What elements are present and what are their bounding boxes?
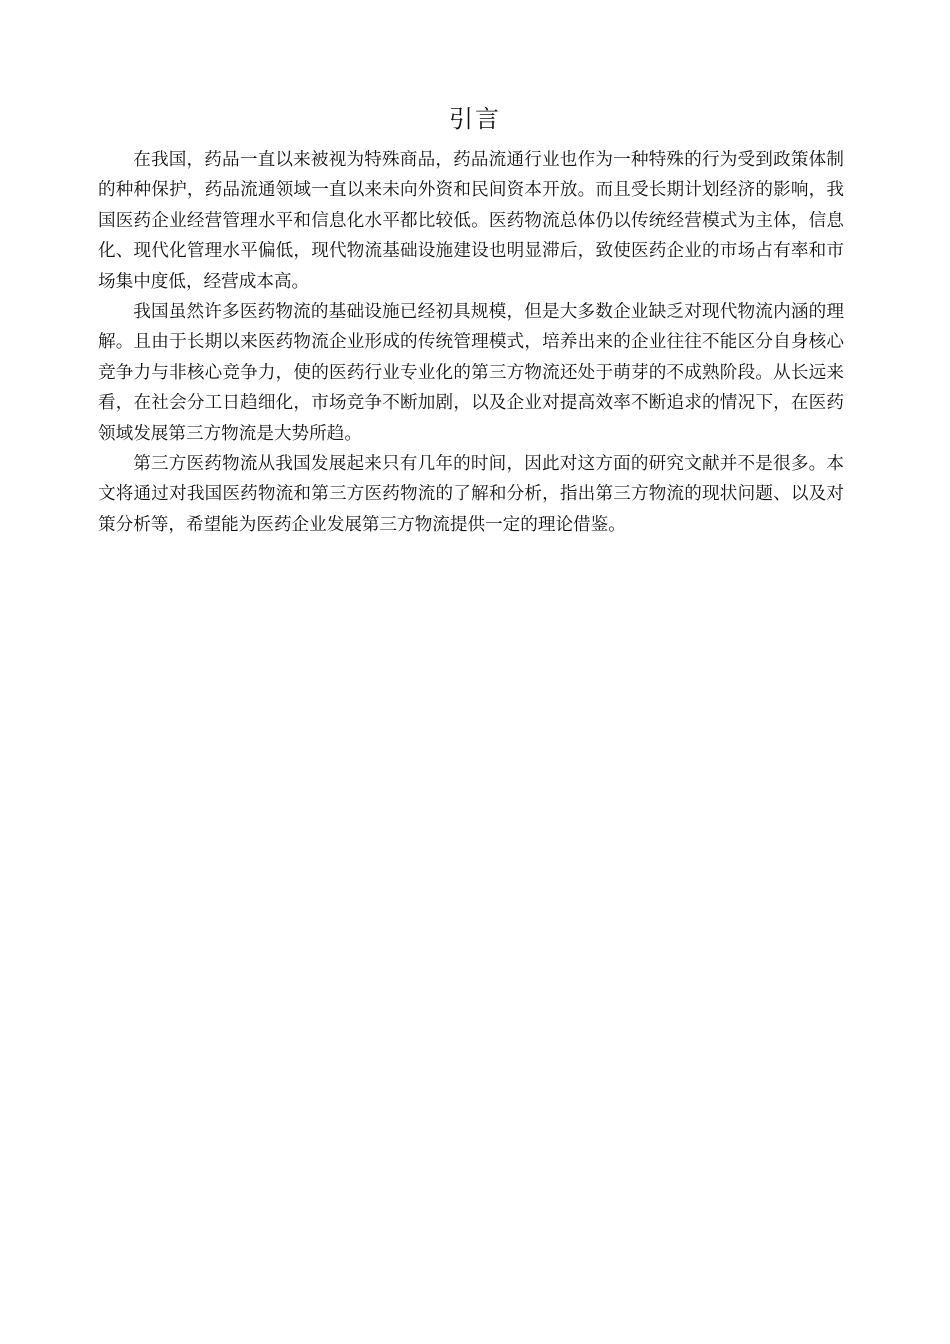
page-title: 引言 (449, 105, 501, 133)
paragraph-3: 第三方医药物流从我国发展起来只有几年的时间，因此对这方面的研究文献并不是很多。本文将通过对我国医药物流和第三方医药物流的了解和分析，指出第三方物流的现状问题、以及对策分析等，希望能为医药企业发展第三方物流提供一定的理论借鉴。 (98, 454, 844, 535)
document-body (98, 145, 844, 540)
paragraph-2: 我国虽然许多医药物流的基础设施已经初具规模，但是大多数企业缺乏对现代物流内涵的理解。且由于长期以来医药物流企业形成的传统管理模式，培养出来的企业往往不能区分自身核心竞争力与非核心竞争力，使的医药行业专业化的第三方物流还处于萌芽的不成熟阶段。从长远来看，在社会分工日趋细化，市场竞争不断加剧，以及企业对提高效率不断追求的情况下，在医药领域发展第三方物流是大势所趋。 (98, 302, 844, 444)
paragraph-1: 在我国，药品一直以来被视为特殊商品，药品流通行业也作为一种特殊的行为受到政策体制的种种保护，药品流通领域一直以来未向外资和民间资本开放。而且受长期计划经济的影响，我国医药企业经营管理水平和信息化水平都比较低。医药物流总体仍以传统经营模式为主体，信息化、现代化管理水平偏低，现代物流基础设施建设也明显滞后，致使医药企业的市场占有率和市场集中度低，经营成本高。 (98, 150, 844, 292)
